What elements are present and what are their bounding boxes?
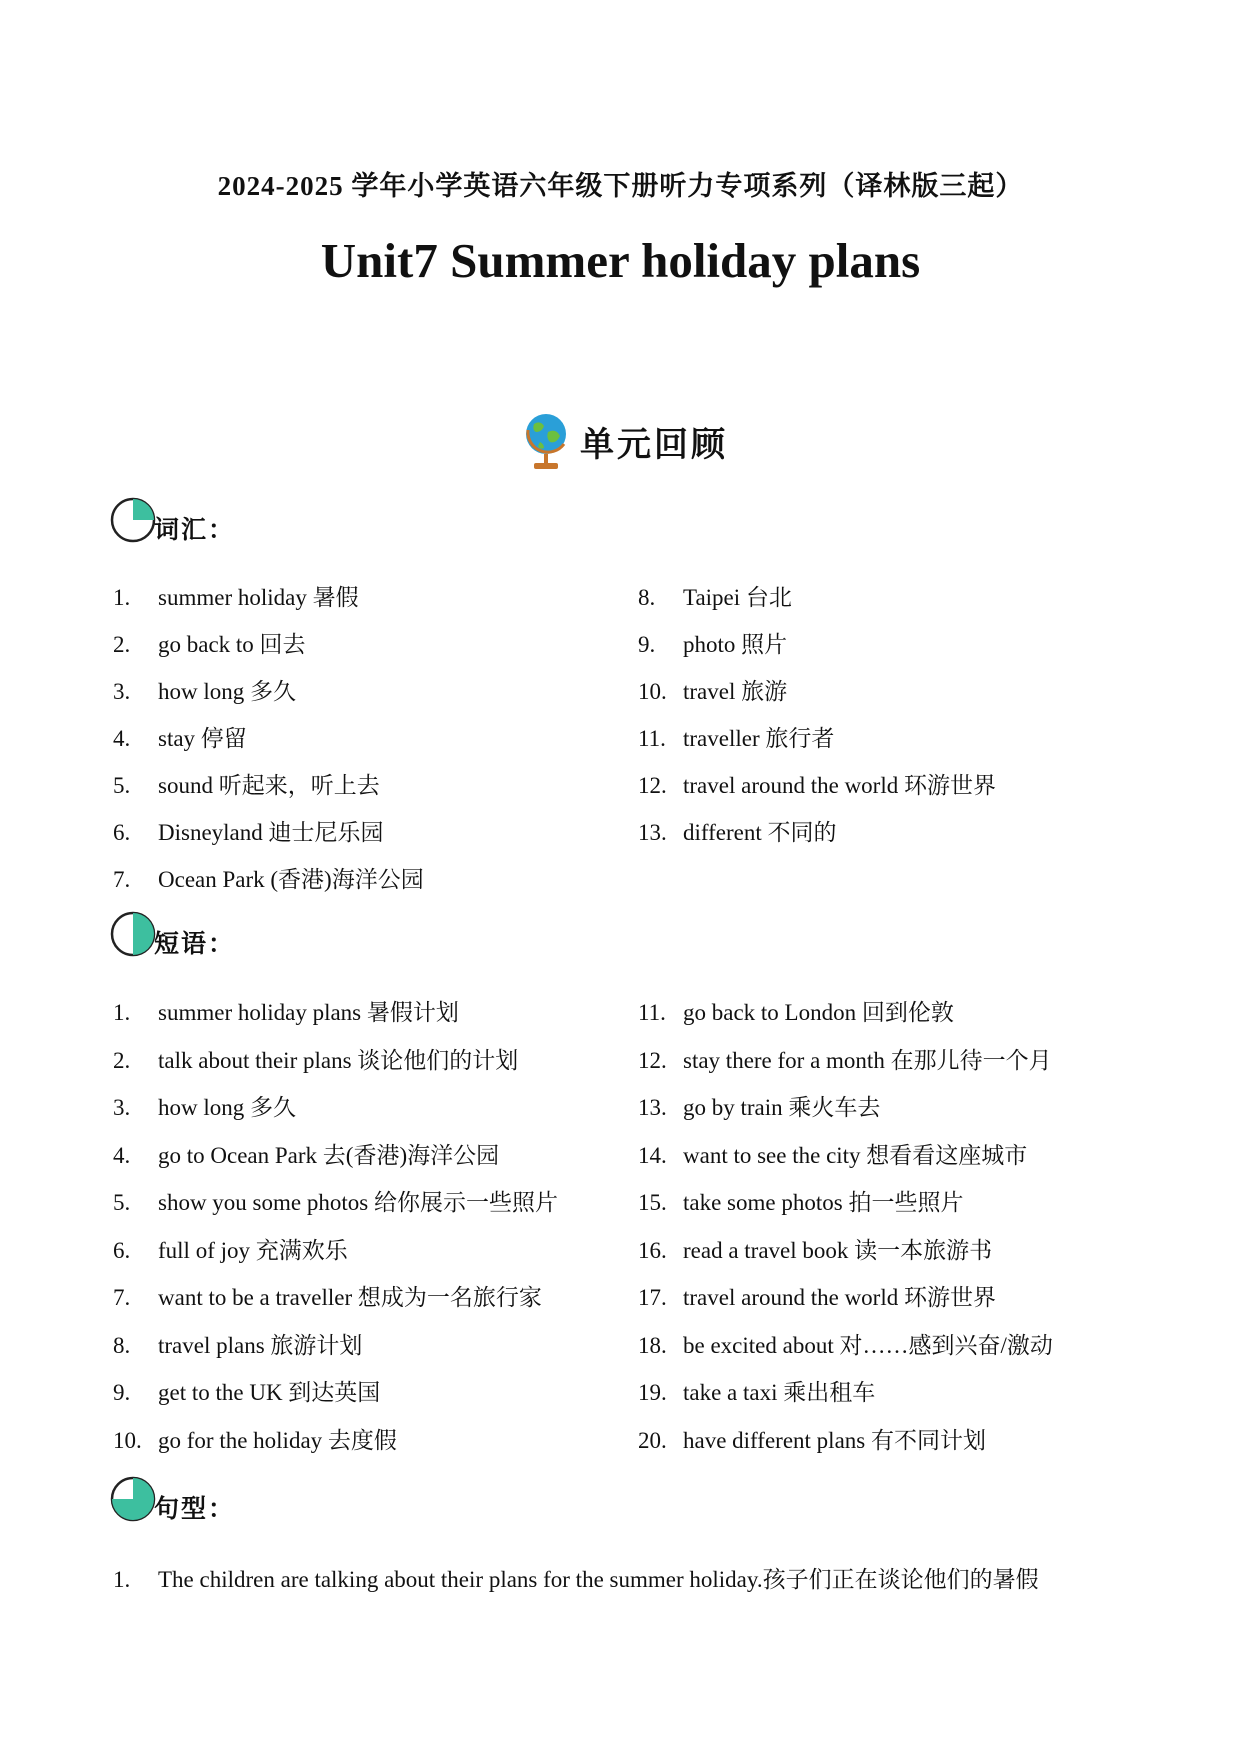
list-item — [113, 1236, 348, 1266]
list-item — [113, 1188, 558, 1218]
item-number: 2. — [113, 1047, 131, 1073]
item-text: go by train 乘火车去 — [683, 1095, 881, 1120]
list-item — [113, 771, 380, 801]
item-text: travel 旅游 — [683, 679, 788, 704]
item-text: talk about their plans 谈论他们的计划 — [158, 1047, 519, 1073]
list-item — [113, 818, 384, 848]
item-number: 10. — [638, 679, 667, 704]
list-item — [113, 1331, 362, 1361]
list-item — [113, 865, 424, 895]
list-item — [638, 1378, 875, 1408]
item-number: 9. — [638, 632, 656, 657]
item-text: different 不同的 — [683, 820, 837, 845]
item-number: 7. — [113, 1285, 131, 1310]
item-number: 16. — [638, 1237, 667, 1263]
pie-quarter-icon — [110, 496, 158, 544]
vocabulary-heading — [110, 496, 235, 544]
item-text: take a taxi 乘出租车 — [683, 1380, 876, 1405]
pie-three-quarter-icon — [110, 1475, 158, 1523]
item-number: 8. — [638, 585, 656, 610]
list-item — [638, 630, 787, 660]
item-text: The children are talking about their plans for the summer holiday.孩子们正在谈论他们的暑假 — [158, 1567, 1039, 1592]
item-text: go to Ocean Park 去(香港)海洋公园 — [158, 1142, 500, 1168]
item-text: go back to London 回到伦敦 — [683, 1000, 954, 1025]
item-number: 5. — [113, 1190, 131, 1215]
list-item — [113, 1046, 518, 1076]
phrases-heading — [110, 910, 235, 958]
item-text: have different plans 有不同计划 — [683, 1427, 986, 1453]
list-item — [113, 1378, 380, 1408]
list-item — [638, 1426, 986, 1456]
item-number: 12. — [638, 1047, 667, 1073]
list-item — [638, 771, 996, 801]
item-text: summer holiday 暑假 — [158, 585, 359, 610]
list-item — [638, 818, 837, 848]
sentences-heading — [110, 1475, 235, 1523]
item-text: show you some photos 给你展示一些照片 — [158, 1190, 558, 1215]
list-item — [638, 998, 954, 1028]
sentence-item — [113, 1565, 1039, 1595]
item-number: 3. — [113, 679, 131, 704]
list-item — [638, 724, 834, 754]
unit-review-label: 单元回顾 — [580, 424, 728, 465]
list-item — [113, 583, 359, 613]
item-text: be excited about 对……感到兴奋/激动 — [683, 1332, 1053, 1358]
item-text: travel plans 旅游计划 — [158, 1332, 363, 1358]
item-text: travel around the world 环游世界 — [683, 1285, 996, 1310]
list-item — [638, 1093, 880, 1123]
item-number: 6. — [113, 820, 131, 845]
item-text: want to see the city 想看看这座城市 — [683, 1142, 1028, 1168]
item-number: 20. — [638, 1427, 667, 1453]
list-item — [638, 1188, 963, 1218]
item-number: 13. — [638, 820, 667, 845]
unit-review-heading — [520, 410, 728, 472]
list-item — [113, 1426, 397, 1456]
list-item — [638, 583, 792, 613]
item-text: Taipei 台北 — [683, 585, 792, 610]
item-number: 19. — [638, 1380, 667, 1405]
item-number: 12. — [638, 773, 667, 798]
item-text: stay 停留 — [158, 726, 247, 751]
list-item — [113, 1141, 499, 1171]
item-number: 4. — [113, 1142, 131, 1168]
item-text: Ocean Park (香港)海洋公园 — [158, 867, 424, 892]
item-number: 1. — [113, 585, 131, 610]
list-item — [638, 1046, 1052, 1076]
item-number: 13. — [638, 1095, 667, 1120]
item-number: 8. — [113, 1332, 131, 1358]
item-text: photo 照片 — [683, 632, 788, 657]
item-number: 5. — [113, 773, 131, 798]
item-text: go back to 回去 — [158, 632, 306, 657]
phrases-label: 短语： — [154, 929, 236, 958]
item-number: 7. — [113, 867, 131, 892]
item-text: travel around the world 环游世界 — [683, 773, 996, 798]
list-item — [113, 724, 247, 754]
item-text: Disneyland 迪士尼乐园 — [158, 820, 384, 845]
item-number: 2. — [113, 632, 131, 657]
item-number: 4. — [113, 726, 131, 751]
item-text: read a travel book 读一本旅游书 — [683, 1237, 993, 1263]
list-item — [638, 1283, 996, 1313]
item-number: 14. — [638, 1142, 667, 1168]
item-number: 6. — [113, 1237, 131, 1263]
item-number: 11. — [638, 726, 666, 751]
item-number: 1. — [113, 1567, 131, 1592]
page-title: Unit7 Summer holiday plans — [320, 233, 921, 288]
item-number: 15. — [638, 1190, 667, 1215]
item-number: 11. — [638, 1000, 666, 1025]
list-item — [113, 630, 306, 660]
item-number: 1. — [113, 1000, 131, 1025]
item-text: full of joy 充满欢乐 — [158, 1237, 348, 1263]
item-number: 18. — [638, 1332, 667, 1358]
item-number: 9. — [113, 1380, 131, 1405]
list-item — [113, 1093, 296, 1123]
item-number: 3. — [113, 1095, 131, 1120]
list-item — [113, 1283, 542, 1313]
sentences-label: 句型： — [154, 1494, 236, 1523]
item-text: how long 多久 — [158, 679, 296, 704]
item-text: summer holiday plans 暑假计划 — [158, 1000, 459, 1025]
list-item — [113, 677, 296, 707]
item-text: go for the holiday 去度假 — [158, 1427, 397, 1453]
item-text: want to be a traveller 想成为一名旅行家 — [158, 1285, 542, 1310]
page-subtitle: 2024-2025 学年小学英语六年级下册听力专项系列（译林版三起） — [217, 171, 1024, 201]
item-text: traveller 旅行者 — [683, 726, 835, 751]
list-item — [638, 677, 787, 707]
item-text: stay there for a month 在那儿待一个月 — [683, 1047, 1052, 1073]
list-item — [638, 1236, 992, 1266]
item-text: get to the UK 到达英国 — [158, 1380, 381, 1405]
item-number: 17. — [638, 1285, 667, 1310]
list-item — [113, 998, 459, 1028]
item-text: take some photos 拍一些照片 — [683, 1190, 964, 1215]
list-item — [638, 1331, 1053, 1361]
item-number: 10. — [113, 1427, 142, 1453]
item-text: how long 多久 — [158, 1095, 296, 1120]
vocabulary-label: 词汇： — [154, 515, 236, 544]
globe-icon — [520, 410, 572, 472]
pie-half-icon — [110, 910, 158, 958]
list-item — [638, 1141, 1027, 1171]
item-text: sound 听起来，听上去 — [158, 773, 380, 798]
